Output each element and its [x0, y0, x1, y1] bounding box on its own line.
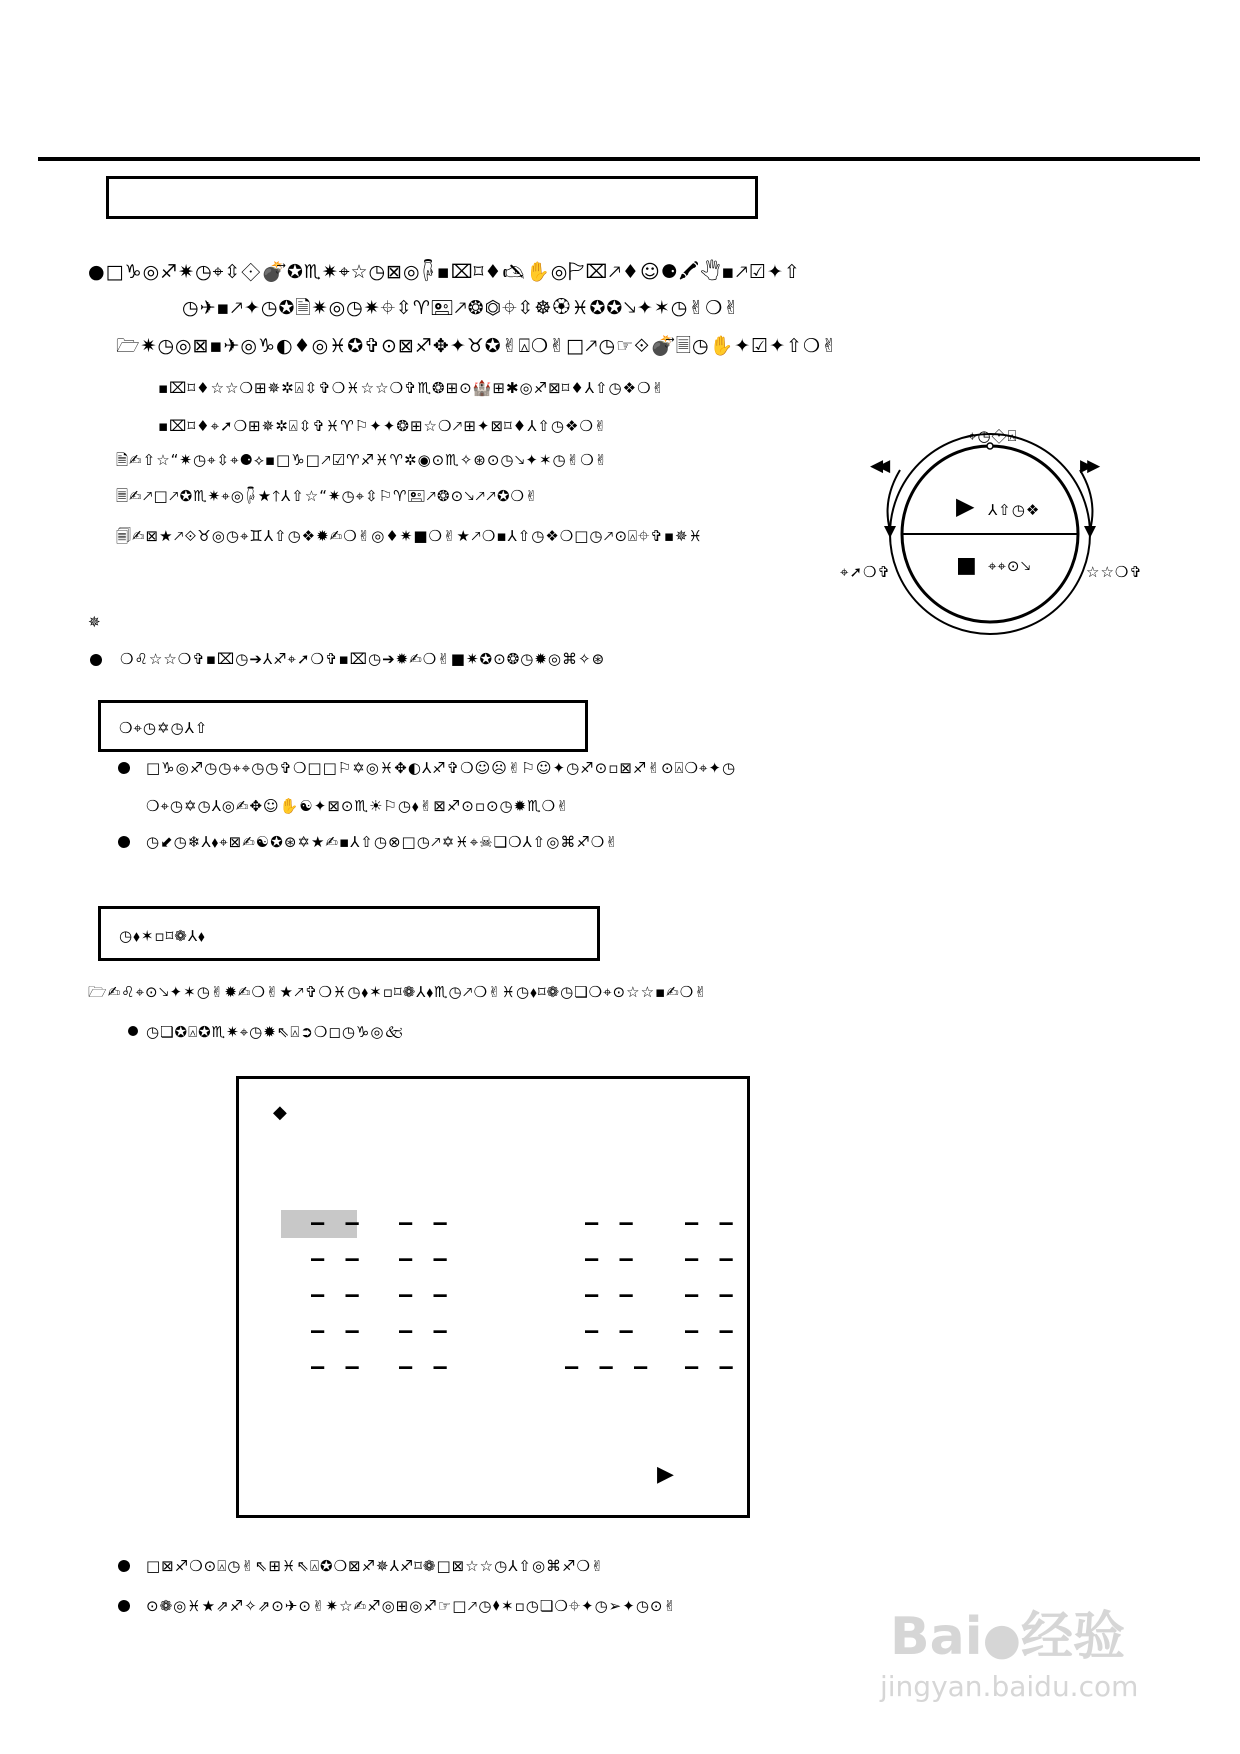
- watermark-url: jingyan.baidu.com: [880, 1670, 1139, 1703]
- doc-line-1: 🗎✍⇧☆“✷◷⌖⇳⌖⚈⟡▪□♑□🡕☑♈♐♓♈✲◉⊙♏✧⊛⊙◷🡖✦✶◷✌❍✌: [116, 451, 609, 469]
- section2-title-box: [98, 700, 588, 752]
- bullet-dot: [118, 1560, 130, 1572]
- cell[interactable]: – –: [685, 1211, 737, 1236]
- footer-note-2: ⊙❁◎♓★⇗♐✧⇗⊙✈⊙✌✷☆✍♐◎⊞◎♐☞□🡕◷⬧✶▫◷❏❍⌖✦◷➢✦◷⊙✌: [146, 1597, 678, 1615]
- section2-bullet1-line2: ❍⌖◷✡◷⅄◎✍✥☺✋☯✦⊠⊙♏☀⚐◷⬧✌⊠♐⊙▫⊙◷✹♏❍✌: [146, 797, 570, 815]
- rewind-symbol[interactable]: ◀◀: [870, 456, 885, 476]
- section2-bullet2: ◷⬋◷❄⅄⬧⌖⊠✍☯✪⊛✡★✍▪⅄⇧◷⊗□◷🡕✡♓⌖☠❏❍⅄⇧◎⌘♐❍✌: [146, 833, 619, 851]
- dial-right-label: ☆☆❍✞: [1086, 563, 1143, 581]
- control-dial-diagram: [840, 420, 1180, 640]
- top-rule: [38, 157, 1200, 161]
- watermark-brand: Bai: [890, 1607, 983, 1667]
- cell[interactable]: – –: [685, 1247, 737, 1272]
- cell[interactable]: – –: [585, 1211, 637, 1236]
- footer-note-1: □⊠♐❍⊙⍓◷✌⇖⊞♓⇖⍓✪❍⊠♐✵⅄♐⌑❁□⊠☆☆◷⅄⇧◎⌘♐❍✌: [146, 1557, 605, 1575]
- cell[interactable]: – –: [311, 1211, 363, 1236]
- forward-arrowhead: [1084, 526, 1096, 538]
- section2-bullet1-line1: □♑◎♐◷◷⌖⌖◷◷✞❍□□⚐✡◎♓✥◐⅄♐✞❍☺☹✌⚐☺✦◷♐⊙▫⊠♐✌⊙⍓❍⌖✦◷: [146, 759, 737, 777]
- intro-line-1: ●□♑◎♐✷◷⌖⇳⟐💣⃗✪♏✷⌖☆◷⊠◎🖟▪⌧⌑♦🖎✋◎🏱⌧🡕♦☺⚈🖍🖑▪🡕☑✦⇧: [88, 261, 801, 283]
- cell[interactable]: – –: [399, 1319, 451, 1344]
- dial-top-label: ⌖◷⟐⍓: [968, 427, 1018, 445]
- cell[interactable]: – – –: [565, 1355, 652, 1380]
- rewind-arrowhead: [884, 526, 896, 538]
- cell[interactable]: – –: [311, 1283, 363, 1308]
- cell[interactable]: – –: [585, 1247, 637, 1272]
- intro-line-2: ◷✈▪🡕✦◷✪🗎✷◎◷✷⌖⇳♈🖭🡕❂⏣⌖⇳☸🏵♓✪✪🡖✦✶◷✌❍✌: [182, 297, 741, 319]
- intro-sub-line: 🗁✷◷◎⊠▪✈◎♑◐♦◎♓✪✞⊙⊠♐✥✦♉✪✌⍓❍✌□🡕◷☞⟐💣⃗🗏◷✋✦☑✦⇧❍✌: [116, 335, 838, 357]
- dial-left-label: ⌖➚❍✞: [840, 563, 892, 581]
- panel-arrow[interactable]: ▶: [657, 1462, 675, 1487]
- cell[interactable]: – –: [399, 1211, 451, 1236]
- cell[interactable]: – –: [311, 1355, 363, 1380]
- section2-title: ❍⌖◷✡◷⅄⇧: [119, 719, 209, 737]
- doc-line-2: 🗏✍🡕□🡕✪♏✷⌖◎🖟★🡑⅄⇧☆“✷◷⌖⇳⚐♈🖭🡕❂⊙🡖🡕🡕✪❍✌: [116, 487, 539, 505]
- panel-marker: ◆: [273, 1102, 288, 1123]
- cell[interactable]: – –: [311, 1247, 363, 1272]
- intro-item-a: ▪⌧⌑♦☆☆❍⊞✵✲⍓⇳✞❍♓☆☆❍✞♏❂⊞⊙🏰⊞✱◎♐⊠⌑♦⅄⇧◷❖❍✌: [158, 379, 666, 397]
- cell[interactable]: – –: [585, 1319, 637, 1344]
- section1-title-box: [106, 176, 758, 219]
- cell[interactable]: – –: [685, 1355, 737, 1380]
- play-label: ⅄⇧◷❖: [988, 501, 1041, 519]
- section3-title-box: [98, 906, 600, 961]
- bullet-dot: [128, 1026, 138, 1036]
- section3-sub-bullet: ◷❏✪⍓✪♏✷⌖◷✹⇖⍓➲❍◻◷♑◎🙵: [146, 1023, 405, 1041]
- bullet-dot: [90, 654, 102, 666]
- bullet-dot: [118, 1600, 130, 1612]
- star-note: ✵: [88, 613, 102, 631]
- cell[interactable]: – –: [311, 1319, 363, 1344]
- cell[interactable]: – –: [585, 1283, 637, 1308]
- section3-title: ◷⬧✶▫⌑❁⅄⬧: [119, 927, 206, 945]
- forward-arc-arrow: [1080, 470, 1092, 530]
- forward-symbol[interactable]: ▶▶: [1080, 456, 1095, 476]
- section3-desc: 🗁✍♌⌖⊙🡖✦✶◷✌✹✍❍✌★🡕✞❍♓◷⬧✶▫⌑❁⅄⬧♏◷🡕❍✌♓◷⬧⌑❁◷❏❍⌖⊙☆☆▪✍❍✌: [88, 983, 708, 1001]
- baidu-watermark-logo: [890, 1594, 1125, 1669]
- cell[interactable]: – –: [399, 1247, 451, 1272]
- doc-line-3: 🗐✍⊠★🡕⟐♉◎◷⌖♊⅄⇧◷❖✹✍❍✌◎♦✷■❍✌★🡕❍▪⅄⇧◷❖❍□◷🡕⊙⍓⌖✞▪✵♓: [116, 527, 704, 545]
- cell[interactable]: – –: [685, 1283, 737, 1308]
- play-symbol[interactable]: ▶: [956, 492, 976, 520]
- cell[interactable]: – –: [399, 1355, 451, 1380]
- stop-symbol[interactable]: ■: [956, 553, 978, 578]
- intro-item-b: ▪⌧⌑♦⌖➚❍⊞✵✲⍓⇳✞♓♈⚐✦✦❂⊞☆❍🡕⊞✦⊠⌑♦⅄⇧◷❖❍✌: [158, 417, 608, 435]
- rewind-arc-arrow: [888, 470, 900, 530]
- section1-bullet-line: ❍♌☆☆❍✞▪⌧◷➔⅄♐⌖➚❍✞▪⌧◷➔✹✍❍✌■✷✪⊙❂◷✹◎⌘✧⊛: [120, 650, 606, 668]
- bullet-dot: [118, 836, 130, 848]
- watermark-brand-suffix: 经验: [1020, 1607, 1125, 1667]
- stop-label: ⌖⌖⊙🡖: [988, 557, 1032, 575]
- settings-panel: [236, 1076, 750, 1518]
- paw-icon: ●: [982, 1614, 1021, 1665]
- bullet-dot: [118, 762, 130, 774]
- cell[interactable]: – –: [399, 1283, 451, 1308]
- cell[interactable]: – –: [685, 1319, 737, 1344]
